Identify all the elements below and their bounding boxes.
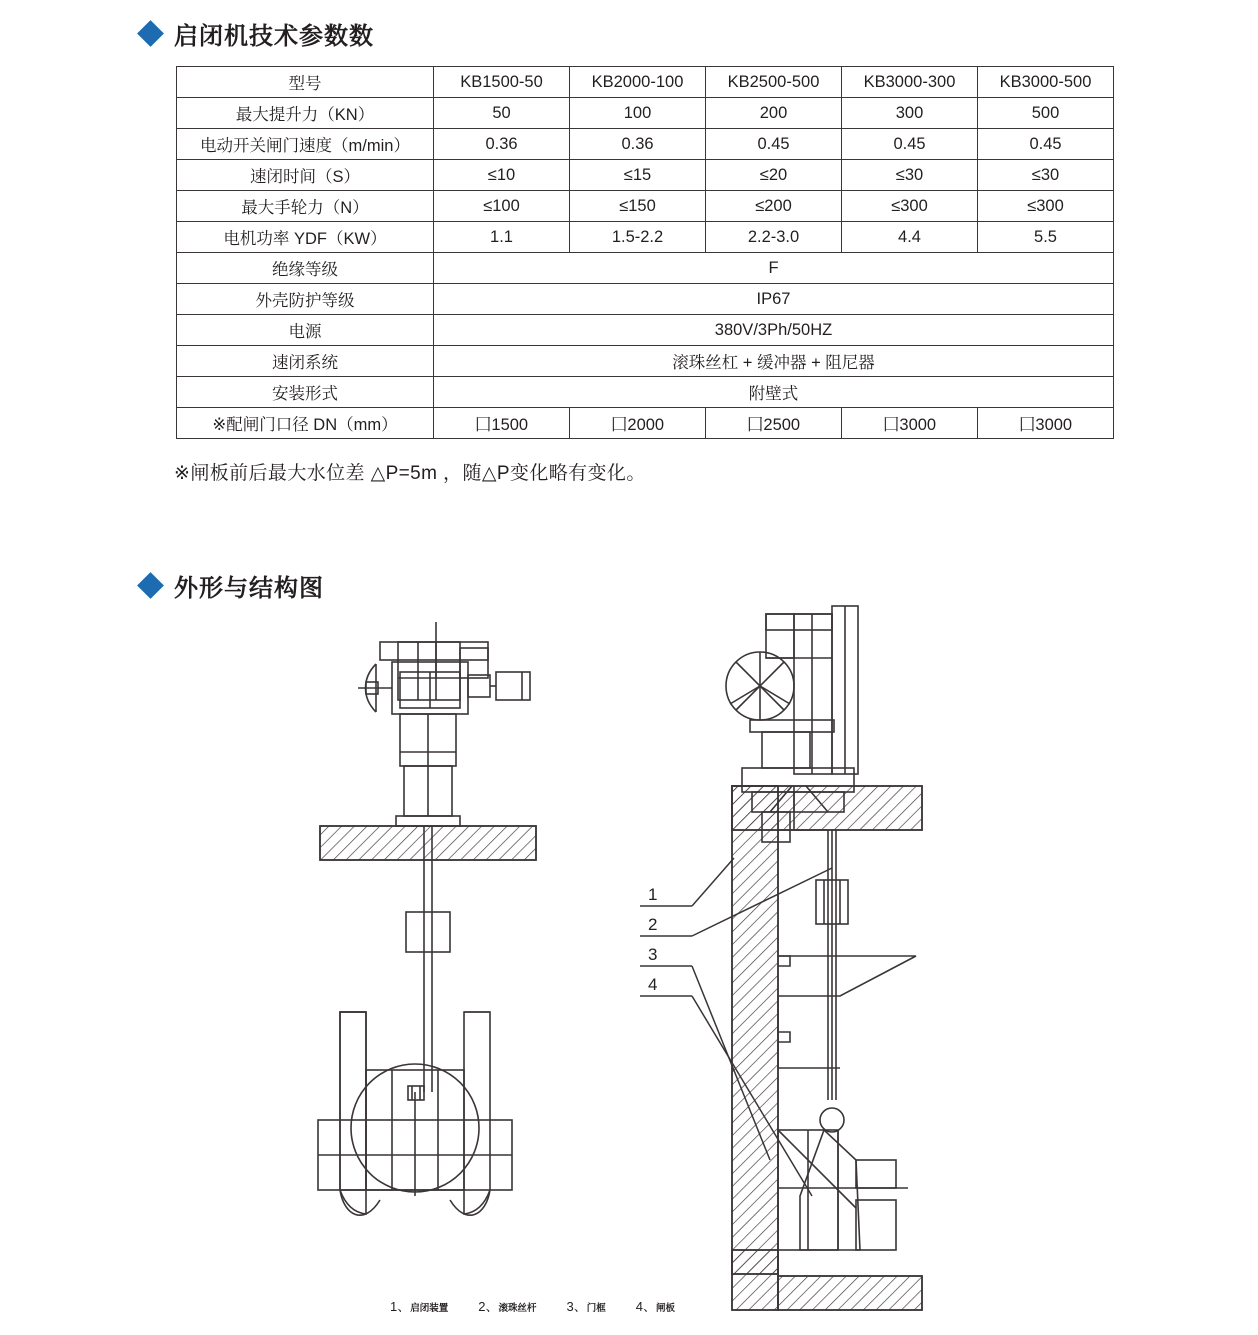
page-title-outline: 外形与结构图: [174, 575, 324, 602]
callout-numbers-group: [648, 885, 657, 994]
table-cell: 0.45: [978, 129, 1114, 160]
spec-table-container: [176, 66, 1092, 439]
table-cell: KB3000-300: [842, 67, 978, 98]
diamond-bullet-icon: [137, 572, 164, 599]
legend-number: 2、: [478, 1299, 499, 1314]
table-cell: 0.36: [434, 129, 570, 160]
row-label: 型号: [177, 67, 434, 98]
table-row: [177, 253, 1114, 284]
outline-structure-drawing: [300, 600, 960, 1330]
legend-number: 3、: [566, 1299, 587, 1314]
table-cell: 1.5-2.2: [570, 222, 706, 253]
callout-number-2: 2: [648, 915, 658, 934]
legend-number: 1、: [390, 1299, 411, 1314]
table-cell-merged: F: [434, 253, 1114, 284]
table-row: [177, 284, 1114, 315]
table-row: [177, 377, 1114, 408]
callout-number-1: 1: [648, 885, 658, 904]
row-label: 绝缘等级: [177, 253, 434, 284]
table-row: [177, 315, 1114, 346]
row-label: 电机功率 YDF（KW）: [177, 222, 434, 253]
table-cell: ≤100: [434, 191, 570, 222]
table-cell: 囗2000: [570, 408, 706, 439]
table-cell: 4.4: [842, 222, 978, 253]
table-cell: KB3000-500: [978, 67, 1114, 98]
callout-number-4: 4: [648, 975, 658, 994]
table-cell: 5.5: [978, 222, 1114, 253]
page-title-parameters: 启闭机技术参数数: [174, 23, 374, 50]
table-cell: ≤10: [434, 160, 570, 191]
legend-item: [567, 1296, 606, 1315]
legend-number: 4、: [635, 1299, 656, 1314]
section-heading-outline: [141, 568, 324, 603]
legend-item: [478, 1296, 536, 1315]
table-footnote: ※闸板前后最大水位差 △P=5m ，随△P变化略有变化。: [174, 463, 646, 484]
section-view-group: [726, 606, 922, 1310]
legend-label: 滚珠丝杆: [498, 1303, 537, 1314]
row-label: 速闭系统: [177, 346, 434, 377]
table-cell: 1.1: [434, 222, 570, 253]
table-cell: 2.2-3.0: [706, 222, 842, 253]
table-cell: ≤15: [570, 160, 706, 191]
table-row: [177, 346, 1114, 377]
table-row: [177, 129, 1114, 160]
specification-table: [176, 66, 1114, 439]
table-cell-merged: IP67: [434, 284, 1114, 315]
table-cell: ≤20: [706, 160, 842, 191]
table-cell: 囗3000: [842, 408, 978, 439]
table-cell: 0.45: [706, 129, 842, 160]
legend-item: [636, 1296, 675, 1315]
diagram-legend: [390, 1296, 675, 1315]
table-cell: KB1500-50: [434, 67, 570, 98]
drawing-svg: [300, 600, 960, 1330]
table-cell-merged: 附壁式: [434, 377, 1114, 408]
table-cell: KB2500-500: [706, 67, 842, 98]
table-cell: KB2000-100: [570, 67, 706, 98]
diamond-bullet-icon: [137, 20, 164, 47]
table-cell: 100: [570, 98, 706, 129]
legend-item: [390, 1296, 448, 1315]
row-label: 速闭时间（S）: [177, 160, 434, 191]
table-cell: ≤150: [570, 191, 706, 222]
table-row: [177, 408, 1114, 439]
row-label: 电源: [177, 315, 434, 346]
row-label: 最大提升力（KN）: [177, 98, 434, 129]
table-cell: 囗2500: [706, 408, 842, 439]
table-cell-merged: 380V/3Ph/50HZ: [434, 315, 1114, 346]
table-row: [177, 222, 1114, 253]
spec-table-body: [177, 67, 1114, 439]
row-label: 最大手轮力（N）: [177, 191, 434, 222]
legend-label: 门框: [586, 1303, 606, 1314]
table-cell: ≤300: [842, 191, 978, 222]
table-cell: 300: [842, 98, 978, 129]
table-cell-merged: 滚珠丝杠 + 缓冲器 + 阻尼器: [434, 346, 1114, 377]
row-label: 安装形式: [177, 377, 434, 408]
table-cell: ≤300: [978, 191, 1114, 222]
row-label: ※配闸门口径 DN（mm）: [177, 408, 434, 439]
row-label: 电动开关闸门速度（m/min）: [177, 129, 434, 160]
row-label: 外壳防护等级: [177, 284, 434, 315]
table-cell: 囗1500: [434, 408, 570, 439]
table-cell: 0.36: [570, 129, 706, 160]
table-cell: 囗3000: [978, 408, 1114, 439]
table-cell: ≤200: [706, 191, 842, 222]
table-cell: 200: [706, 98, 842, 129]
table-row: [177, 191, 1114, 222]
callout-number-3: 3: [648, 945, 658, 964]
table-row: [177, 98, 1114, 129]
legend-label: 闸板: [655, 1303, 675, 1314]
table-row: [177, 67, 1114, 98]
section-heading-parameters: [141, 16, 374, 51]
table-cell: ≤30: [842, 160, 978, 191]
legend-label: 启闭装置: [410, 1303, 449, 1314]
table-cell: 50: [434, 98, 570, 129]
front-view-group: [318, 622, 536, 1215]
table-cell: ≤30: [978, 160, 1114, 191]
table-row: [177, 160, 1114, 191]
table-cell: 500: [978, 98, 1114, 129]
table-cell: 0.45: [842, 129, 978, 160]
